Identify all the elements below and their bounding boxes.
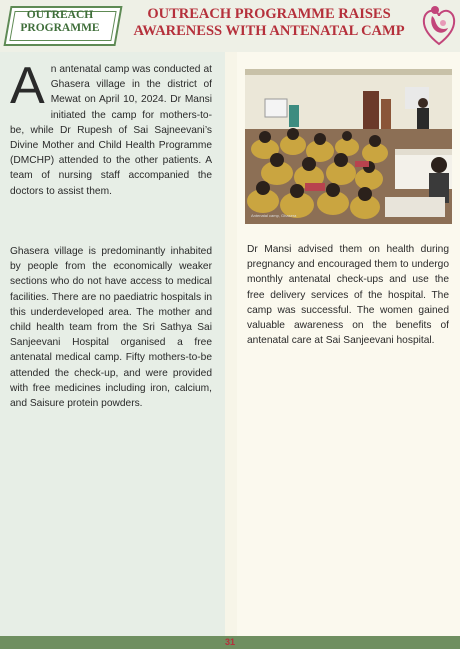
section-tag-line1: OUTREACH [26, 9, 94, 21]
section-tag-line2: PROGRAMME [20, 22, 100, 34]
article-paragraph-2: Ghasera village is predominantly inhabited by people from the economically weaker sections who do not have access to medical facilities. There are no paediatric hospitals in this underdeveloped area. The mother and child health team from the Sri Sathya Sai Sanjeevani Hospital organised a free antenatal medical camp. Fifty mothers-to-be attended the check-up, and were provided with free medicines including iron, calcium, and Saisure protein powders. [10, 246, 212, 410]
page-footer [0, 636, 460, 649]
paragraph-1-text: n antenatal camp was conducted at Ghasera village in the district of Mewat on April 10, 2024. Dr Mansi initiated the camp for mothers-to-be, while Dr Rupesh of Sai Sajneevani’s Divine Mother and Child Health Programme (DMCHP) attended to the other patients. A team of nursing staff accompanied the doctors to assist them. [10, 64, 212, 197]
page-title [126, 6, 412, 40]
photo-credit: Antenatal camp, Ghasera [251, 213, 297, 218]
camp-photo-illustration [245, 69, 452, 224]
camp-photo [245, 69, 452, 224]
page-header [0, 0, 460, 52]
drop-cap: A [10, 57, 45, 115]
section-tag [14, 9, 106, 35]
article-paragraph-1 [10, 57, 212, 199]
page-title-line2: AWARENESS WITH ANTENATAL CAMP [133, 23, 405, 39]
page-number: 31 [224, 637, 235, 647]
page-title-line1: OUTREACH PROGRAMME RAISES [147, 6, 391, 22]
mother-child-heart-icon [422, 4, 456, 46]
article-paragraph-3: Dr Mansi advised them on health during pregnancy and encouraged them to undergo monthly antenatal check-ups and use the free delivery services of the hospital. The camp was successful. The women gained valuable awareness on the benefits of antenatal care at Sai Sanjeevani hospital. [247, 244, 449, 347]
